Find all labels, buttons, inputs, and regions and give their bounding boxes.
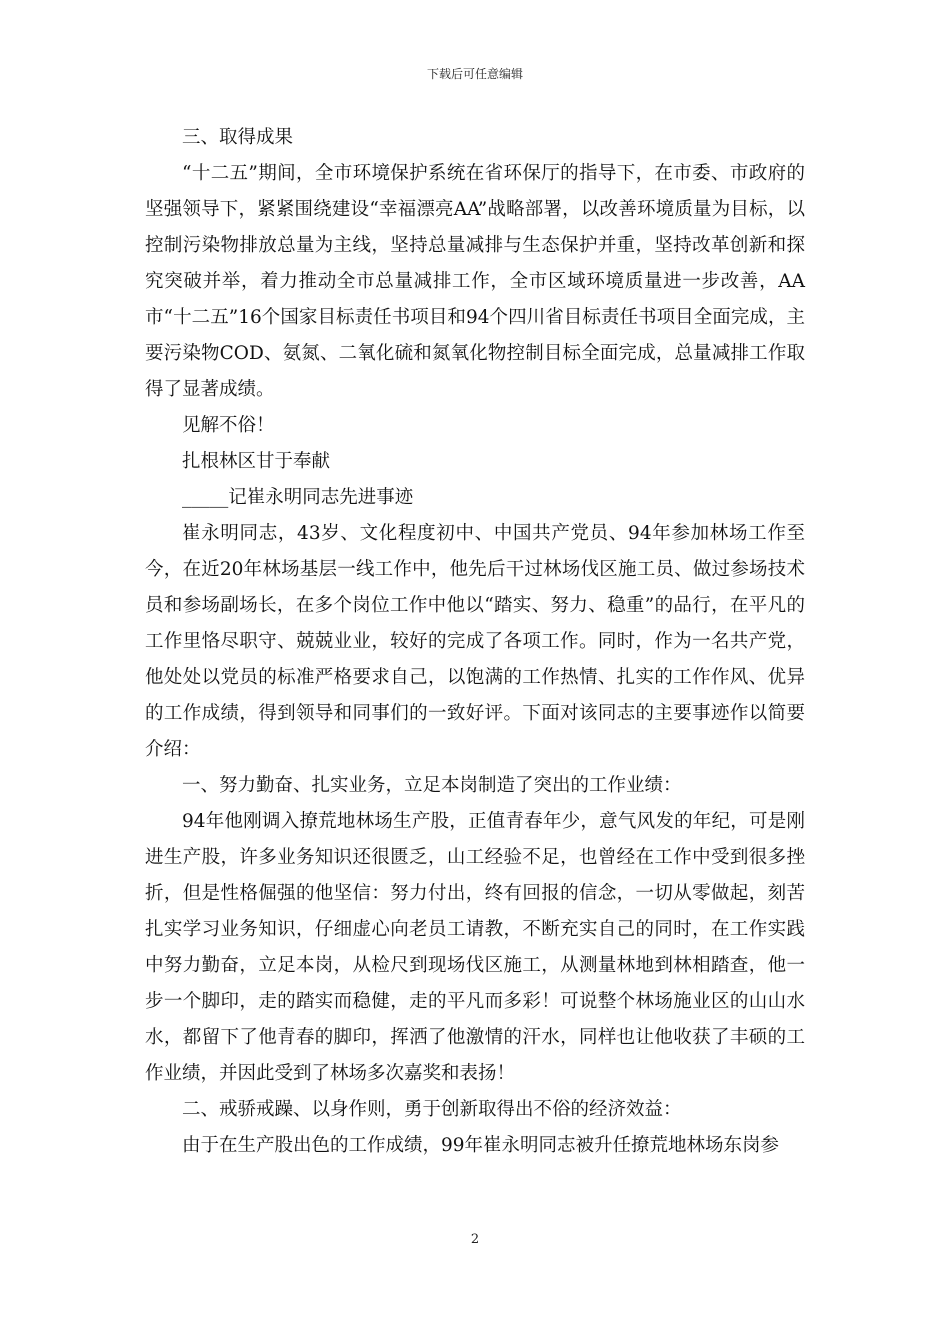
section-heading-two: 二、戒骄戒躁、以身作则，勇于创新取得出不俗的经济效益： xyxy=(182,1099,682,1120)
article-subtitle: _____记崔永明同志先进事迹 xyxy=(182,487,414,508)
paragraph-results: “十二五”期间，全市环境保护系统在省环保厅的指导下，在市委、市政府的坚强领导下，紧紧围绕建设“幸福漂亮AA”战略部署，以改善环境质量为目标，以控制污染物排放总量为主线，坚持总量减排与生态保护并重，坚持改革创新和探究突破并举，着力推动全市总量减排工作，全市区域环境质量进一步改善，AA市“十二五”16个国家目标责任书项目和94个四川省目标责任书项目全面完成，主要污染物COD、氨氮、二氧化硫和氮氧化物控制目标全面完成，总量减排工作取得了显著成绩。 xyxy=(145,163,805,400)
paragraph-intro: 崔永明同志，43岁、文化程度初中、中国共产党员、94年参加林场工作至今，在近20年林场基层一线工作中，他先后干过林场伐区施工员、做过参场技术员和参场副场长，在多个岗位工作中他以“踏实、努力、稳重”的品行，在平凡的工作里恪尽职守、兢兢业业，较好的完成了各项工作。同时，作为一名共产党，他处处以党员的标准严格要求自己，以饱满的工作热情、扎实的工作作风、优异的工作成绩，得到领导和同事们的一致好评。下面对该同志的主要事迹作以简要介绍： xyxy=(145,523,805,760)
page-number: 2 xyxy=(470,1232,480,1247)
paragraph-comment: 见解不俗！ xyxy=(182,415,275,436)
paragraph-section-two: 由于在生产股出色的工作成绩，99年崔永明同志被升任撩荒地林场东岗参 xyxy=(182,1135,780,1156)
section-heading-results: 三、取得成果 xyxy=(182,127,294,148)
page-header: 下载后可任意编辑 xyxy=(426,67,523,81)
paragraph-section-one: 94年他刚调入撩荒地林场生产股，正值青春年少，意气风发的年纪，可是刚进生产股，许多业务知识还很匮乏，山工经验不足，也曾经在工作中受到很多挫折，但是性格倔强的他坚信：努力付出，终有回报的信念，一切从零做起，刻苦扎实学习业务知识，仔细虚心向老员工请教，不断充实自己的同时，在工作实践中努力勤奋，立足本岗，从检尺到现场伐区施工，从测量林地到林相踏查，他一步一个脚印，走的踏实而稳健，走的平凡而多彩！可说整个林场施业区的山山水水，都留下了他青春的脚印，挥洒了他激情的汗水，同样也让他收获了丰硕的工作业绩，并因此受到了林场多次嘉奖和表扬！ xyxy=(145,811,805,1084)
document-body xyxy=(145,120,805,1164)
article-title: 扎根林区甘于奉献 xyxy=(182,451,331,472)
section-heading-one: 一、努力勤奋、扎实业务，立足本岗制造了突出的工作业绩： xyxy=(182,775,682,796)
